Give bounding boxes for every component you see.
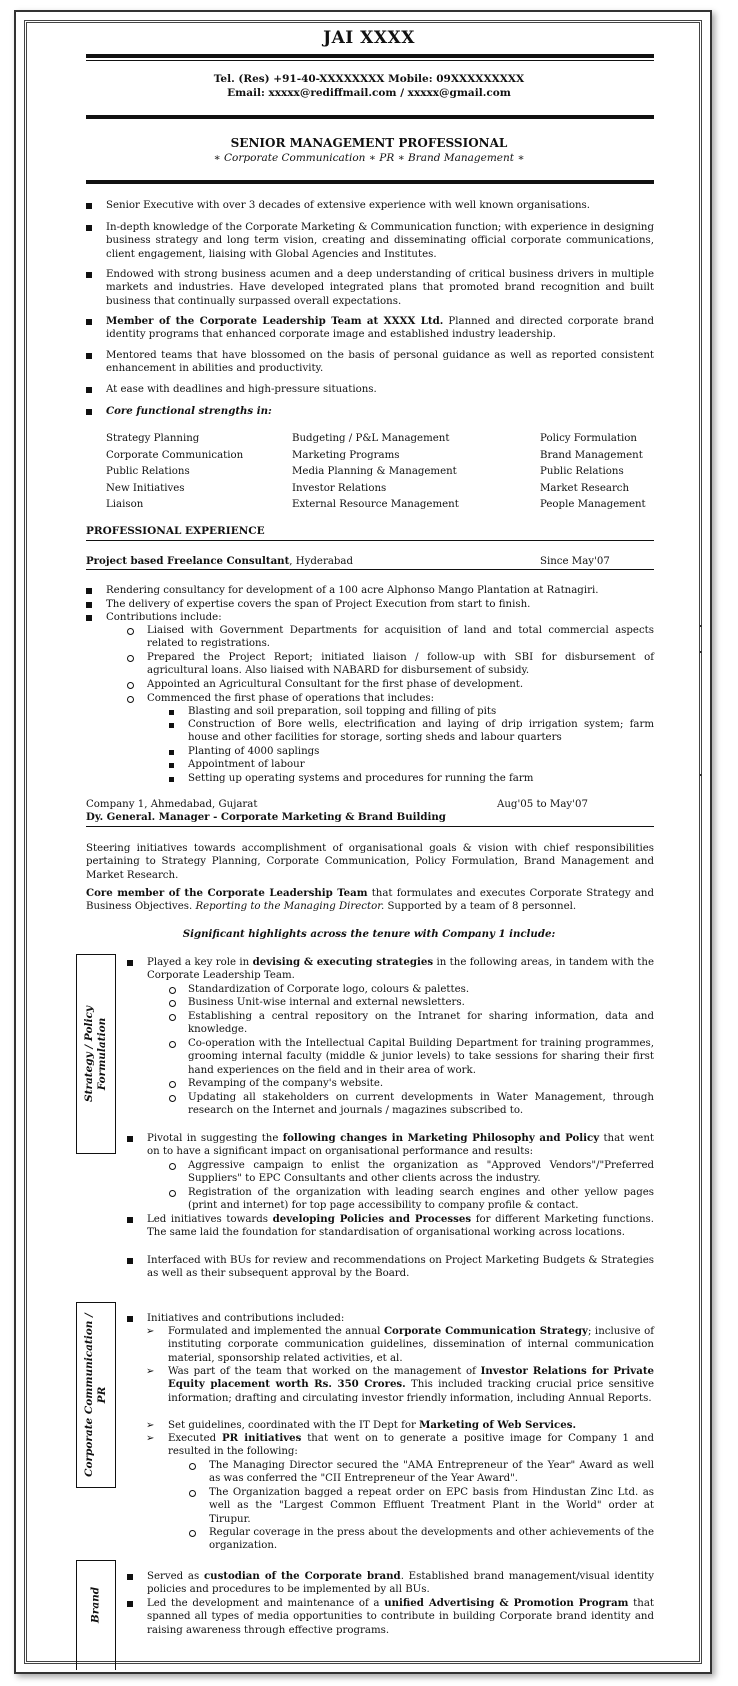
marketing-policy-sub-item: Registration of the organization with leading search engines and other yellow pages (print and internet) for top page accessibility to company profile & contact. — [188, 1187, 654, 1212]
job1-item: The delivery of expertise covers the span of Project Execution from start to finish. — [106, 599, 531, 610]
job2-team-size: Supported by a team of 8 personnel. — [384, 901, 577, 913]
strength-item: Investor Relations — [292, 482, 387, 494]
circle-bullet — [127, 655, 134, 662]
summary-item: Endowed with strong business acumen and a deep understanding of critical business drivers in multiple markets and industries. Have developed integrated plans that promoted brand recognition and built business that continually surpassed overall expectations. — [106, 269, 654, 307]
text: that spanned all types of media opportunities to contribute in building Corporate brand identity and raising awareness through effective programs. — [147, 1598, 654, 1636]
strength-item: Market Research — [540, 482, 630, 494]
summary-bold: Member of the Corporate Leadership Team at XXXX Ltd. — [106, 315, 444, 327]
margin-speck — [700, 625, 702, 627]
text: This included tracking crucial price sensitive information; drafting and circulating investor friendly information, including Annual Reports. — [168, 1379, 655, 1404]
bullet — [86, 353, 92, 359]
circle-bullet — [189, 1463, 196, 1470]
job1-item: Contributions include: — [106, 612, 222, 623]
strength-item: People Management — [540, 499, 646, 511]
bullet — [127, 960, 133, 966]
square-bullet — [169, 763, 174, 768]
text-bold: unified Advertising & Promotion Program — [384, 1597, 629, 1609]
candidate-name: JAI XXXX — [323, 28, 415, 48]
strength-item: Public Relations — [106, 466, 190, 478]
strategy-sub-item: Revamping of the company's website. — [188, 1078, 384, 1089]
text-bold: Corporate Communication Strategy — [383, 1325, 588, 1337]
section-heading-experience: PROFESSIONAL EXPERIENCE — [86, 525, 265, 537]
bullet — [86, 387, 92, 393]
job1-sub-item: Appointed an Agricultural Consultant for the first phase of development. — [147, 679, 524, 690]
marketing-policy-sub-item: Aggressive campaign to enlist the organization as "Approved Vendors"/"Preferred Suppliers" to EPC Consultants and other clients across the industry. — [188, 1160, 654, 1185]
header-rule-thin — [86, 60, 654, 61]
strength-item: New Initiatives — [106, 482, 185, 494]
job1-phase-item: Setting up operating systems and procedures for running the farm — [188, 773, 534, 784]
arrow-bullet-icon: ➢ — [146, 1420, 155, 1431]
bullet — [127, 1258, 133, 1264]
comm-item — [168, 1432, 654, 1459]
circle-bullet — [169, 1163, 176, 1170]
circle-bullet — [169, 1095, 176, 1102]
text: in the following areas, in tandem with the Corporate Leadership Team. — [147, 957, 654, 982]
text: ; inclusive of instituting corporate communication guidelines, dissemination of internal communication material, sponsorship related activities, et al. — [168, 1326, 654, 1364]
bullet — [127, 1574, 133, 1580]
side-label-communication — [83, 1313, 109, 1477]
text-bold: PR initiatives — [222, 1432, 302, 1444]
strengths-column-1 — [106, 431, 243, 514]
brand-item — [147, 1570, 654, 1597]
headline-title: SENIOR MANAGEMENT PROFESSIONAL — [230, 136, 508, 150]
marketing-policy-item — [147, 1132, 654, 1159]
text: Led the development and maintenance of a — [147, 1598, 385, 1609]
bullet — [86, 203, 92, 209]
circle-bullet — [169, 1014, 176, 1021]
square-bullet — [169, 710, 174, 715]
summary-item: At ease with deadlines and high-pressure situations. — [106, 384, 377, 395]
summary-item: In-depth knowledge of the Corporate Marketing & Communication function; with experience in designing business strategy and long term vision, creating and disseminating official corporate communications, client engagement, liaising with Global Agencies and Institutes. — [106, 222, 654, 260]
text: Led initiatives towards — [147, 1214, 273, 1225]
side-label-box-communication — [76, 1302, 116, 1488]
comm-item — [168, 1419, 654, 1432]
strengths-heading: Core functional strengths in: — [106, 405, 272, 417]
bullet — [86, 602, 92, 608]
strength-item: Policy Formulation — [540, 433, 637, 444]
circle-bullet — [189, 1490, 196, 1497]
bullet — [86, 588, 92, 594]
text-bold: devising & executing strategies — [252, 956, 434, 968]
strength-item: Strategy Planning — [106, 433, 200, 444]
side-label-strategy — [83, 1006, 109, 1102]
job1-date: Since May'07 — [540, 556, 610, 567]
text: Executed — [168, 1433, 222, 1444]
strategy-sub-item: Updating all stakeholders on current developments in Water Management, through research on the Internet and journals / magazines subscribed to. — [188, 1092, 654, 1117]
initiatives-intro: Initiatives and contributions included: — [147, 1313, 345, 1324]
comm-item — [168, 1365, 654, 1405]
strength-item: Marketing Programs — [292, 449, 400, 461]
header-rule-top — [86, 54, 654, 58]
strategy-sub-item: Co-operation with the Intellectual Capital Building Department for training programmes, grooming internal faculty (middle & junior levels) to take sessions for sharing their first hand experiences on the field and in their area of work. — [188, 1038, 654, 1076]
strategy-sub-item: Standardization of Corporate logo, colours & palettes. — [188, 984, 470, 995]
job1-rule — [86, 569, 654, 570]
text: Formulated and implemented the annual — [168, 1326, 384, 1337]
budget-item: Interfaced with BUs for review and recommendations on Project Marketing Budgets & Strategies as well as their subsequent approval by the Board. — [147, 1255, 654, 1280]
strength-item: Budgeting / P&L Management — [292, 433, 450, 444]
bullet — [127, 1136, 133, 1142]
side-label-box-brand — [76, 1560, 116, 1670]
text: Served as — [147, 1571, 204, 1582]
job2-leadership-text: that formulates and executes Corporate Strategy and Business Objectives. — [86, 888, 654, 913]
strength-item: Brand Management — [540, 449, 643, 461]
bullet — [86, 409, 92, 415]
summary-item: Mentored teams that have blossomed on the basis of personal guidance as well as reported consistent enhancement in abilities and productivity. — [106, 350, 654, 375]
bullet — [86, 225, 92, 231]
text-bold: developing Policies and Processes — [272, 1213, 472, 1225]
strength-item: External Resource Management — [292, 499, 459, 511]
strategy-sub-item: Business Unit-wise internal and external newsletters. — [188, 997, 465, 1008]
pr-result-item: The Organization bagged a repeat order on EPC basis from Hindustan Zinc Ltd. as well as the "Largest Common Effluent Treatment Plant in the World" order at Tirupur. — [209, 1487, 654, 1525]
strategy-item — [147, 956, 654, 983]
headline-subtitle: ∗ Corporate Communication ∗ PR ∗ Brand Management ∗ — [213, 152, 525, 164]
strategy-sub-item: Establishing a central repository on the Intranet for sharing information, data and knowledge. — [188, 1011, 654, 1036]
comm-item — [168, 1325, 654, 1365]
circle-bullet — [169, 1081, 176, 1088]
side-label-line: Strategy / Policy — [83, 1006, 95, 1102]
side-label-line: Formulation — [96, 1017, 108, 1091]
contact-email: Email: xxxxx@rediffmail.com / xxxxx@gmail.com — [227, 87, 511, 99]
text: that went on to generate a positive image for Company 1 and resulted in the following: — [168, 1433, 654, 1458]
job1-title: Project based Freelance Consultant — [86, 555, 290, 567]
bullet — [86, 272, 92, 278]
text-bold: following changes in Marketing Philosophy and Policy — [282, 1132, 600, 1144]
square-bullet — [169, 777, 174, 782]
job2-date: Aug'05 to May'07 — [497, 799, 588, 810]
circle-bullet — [189, 1530, 196, 1537]
text: for different Marketing functions. The same laid the foundation for standardisation of organisational working across locations. — [147, 1214, 655, 1239]
text: Set guidelines, coordinated with the IT Dept for — [168, 1420, 420, 1431]
job2-leadership-bold: Core member of the Corporate Leadership Team — [86, 887, 368, 899]
circle-bullet — [127, 682, 134, 689]
margin-speck — [700, 651, 702, 653]
arrow-bullet-icon: ➢ — [146, 1433, 155, 1444]
circle-bullet — [169, 1190, 176, 1197]
summary-text: Planned and directed corporate brand identity programs that enhanced corporate image and established industry leadership. — [106, 316, 654, 341]
square-bullet — [169, 723, 174, 728]
job2-summary: Steering initiatives towards accomplishment of organisational goals & vision with chief responsibilities pertaining to Strategy Planning, Corporate Communication, Policy Formulation, Brand Management and Market Research. — [86, 843, 654, 881]
pr-result-item: The Managing Director secured the "AMA Entrepreneur of the Year" Award as well as was conferred the "CII Entrepreneur of the Year Award". — [209, 1460, 654, 1485]
job1-phase-item: Construction of Bore wells, electrification and laying of drip irrigation system; farm house and other facilities for storage, sorting sheds and labour quarters — [188, 719, 654, 744]
strengths-column-3 — [540, 431, 646, 514]
job1-sub-item: Commenced the first phase of operations that includes: — [147, 693, 435, 704]
text-bold: Marketing of Web Services. — [419, 1419, 576, 1431]
header-rule-bottom — [86, 115, 654, 119]
text: Pivotal in suggesting the — [147, 1133, 283, 1144]
bullet — [127, 1316, 133, 1322]
side-label-box-strategy — [76, 954, 116, 1154]
job2-rule — [86, 826, 654, 827]
job1-phase-item: Blasting and soil preparation, soil topping and filling of pits — [188, 706, 497, 717]
text: Played a key role in — [147, 957, 253, 968]
policies-item — [147, 1213, 654, 1240]
bullet — [127, 1601, 133, 1607]
summary-item: Senior Executive with over 3 decades of extensive experience with well known organisations. — [106, 200, 591, 211]
square-bullet — [169, 750, 174, 755]
job2-reporting: Reporting to the Managing Director. — [195, 901, 385, 913]
brand-item — [147, 1597, 654, 1637]
circle-bullet — [169, 987, 176, 994]
circle-bullet — [127, 628, 134, 635]
summary-item — [106, 315, 654, 342]
arrow-bullet-icon: ➢ — [146, 1366, 155, 1377]
circle-bullet — [169, 1000, 176, 1007]
highlights-heading: Significant highlights across the tenure with Company 1 include: — [182, 928, 556, 940]
text: Was part of the team that worked on the management of — [168, 1366, 481, 1377]
strength-item: Public Relations — [540, 466, 624, 478]
text: that went on to have a significant impact on organisational performance and results: — [147, 1133, 654, 1158]
bullet — [86, 319, 92, 325]
text: . Established brand management/visual identity policies and procedures to be implemented by all BUs. — [147, 1571, 654, 1596]
strength-item: Media Planning & Management — [292, 466, 457, 478]
job1-phase-item: Appointment of labour — [188, 759, 305, 770]
strengths-column-2 — [292, 431, 459, 514]
side-label-brand: Brand — [89, 1586, 102, 1624]
circle-bullet — [169, 1041, 176, 1048]
margin-speck — [700, 774, 702, 776]
side-label-line: PR — [96, 1386, 108, 1404]
text-bold: Investor Relations for Private Equity placement worth Rs. 350 Crores. — [168, 1365, 655, 1391]
arrow-bullet-icon: ➢ — [146, 1326, 155, 1337]
side-label-line: Corporate Communication / — [83, 1313, 95, 1477]
bullet — [127, 1217, 133, 1223]
job1-phase-item: Planting of 4000 saplings — [188, 746, 320, 757]
job1-item: Rendering consultancy for development of a 100 acre Alphonso Mango Plantation at Ratnagiri. — [106, 585, 599, 596]
job2-company: Company 1, Ahmedabad, Gujarat — [86, 799, 258, 810]
job2-leadership — [86, 887, 654, 914]
contact-phone: Tel. (Res) +91-40-XXXXXXXX Mobile: 09XXXXXXXXX — [213, 73, 525, 85]
circle-bullet — [127, 696, 134, 703]
job2-role: Dy. General. Manager - Corporate Marketing & Brand Building — [86, 811, 446, 823]
job1-sub-item: Prepared the Project Report; initiated liaison / follow-up with SBI for disbursement of agricultural loans. Also liaised with NABARD for disbursement of subsidy. — [147, 652, 654, 677]
strength-item: Corporate Communication — [106, 449, 244, 461]
job1-location: , Hyderabad — [289, 556, 354, 567]
section-rule — [86, 540, 654, 541]
text-bold: custodian of the Corporate brand — [203, 1570, 401, 1582]
headline-rule — [86, 180, 654, 184]
bullet — [86, 615, 92, 621]
job1-sub-item: Liaised with Government Departments for acquisition of land and total commercial aspects related to registrations. — [147, 625, 654, 650]
pr-result-item: Regular coverage in the press about the developments and other achievements of the organization. — [209, 1527, 654, 1552]
strength-item: Liaison — [106, 499, 144, 511]
